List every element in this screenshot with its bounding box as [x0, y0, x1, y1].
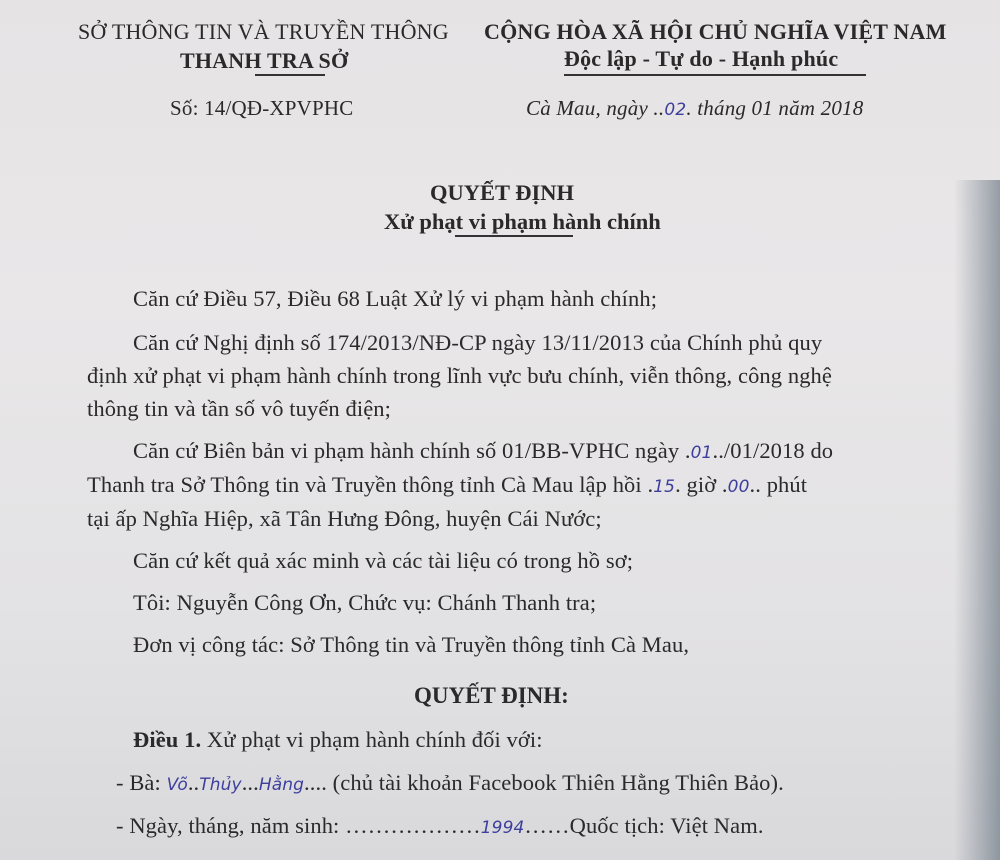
p3-day-handwritten: 01 — [690, 443, 713, 463]
decision-heading: QUYẾT ĐỊNH: — [414, 683, 569, 708]
article-1-label: Điều 1. — [133, 727, 202, 752]
violator-name-part-3-handwritten: Hằng — [258, 775, 305, 795]
basis-paragraph-3-line-2 — [87, 472, 807, 498]
country-name: CỘNG HÒA XÃ HỘI CHỦ NGHĨA VIỆT NAM — [484, 19, 947, 44]
basis-paragraph-4: Căn cứ kết quả xác minh và các tài liệu có trong hồ sơ; — [133, 548, 634, 573]
p3-line-2-mid: . giờ . — [675, 472, 728, 497]
basis-paragraph-3-line-1 — [133, 438, 833, 464]
article-1-text: Xử phạt vi phạm hành chính đối với: — [201, 727, 543, 752]
violator-name-part-1-handwritten: Võ — [166, 775, 188, 795]
issue-date — [526, 96, 863, 121]
issue-date-day-handwritten: 02 — [664, 100, 687, 120]
basis-paragraph-2-line-3: thông tin và tần số vô tuyến điện; — [87, 396, 391, 421]
subtitle-underline — [455, 235, 573, 237]
violator-prefix: - Bà: — [116, 770, 167, 795]
issue-date-suffix: . tháng 01 năm 2018 — [686, 96, 864, 120]
document-subtitle: Xử phạt vi phạm hành chính — [384, 209, 661, 234]
national-motto: Độc lập - Tự do - Hạnh phúc — [564, 46, 839, 71]
p3-line-1-start: Căn cứ Biên bản vi phạm hành chính số 01/BB-VPHC ngày . — [133, 438, 691, 463]
p3-hour-handwritten: 15 — [653, 477, 676, 497]
violator-suffix: .... (chủ tài khoản Facebook Thiên Hằng Thiên Bảo). — [304, 770, 784, 795]
work-unit-line: Đơn vị công tác: Sở Thông tin và Truyền thông tỉnh Cà Mau, — [133, 632, 690, 657]
article-1-line — [133, 727, 543, 753]
p3-minute-handwritten: 00 — [727, 477, 750, 497]
dob-prefix: - Ngày, tháng, năm sinh: ……………… — [116, 813, 481, 838]
page-edge-shadow — [954, 180, 1000, 860]
violator-dots-1: .. — [187, 770, 200, 795]
p3-line-1-end: ../01/2018 do — [712, 438, 834, 463]
violator-dots-2: ... — [241, 770, 259, 795]
motto-underline — [564, 74, 866, 76]
p3-line-2-end: .. phút — [749, 472, 808, 497]
basis-paragraph-3-line-3: tại ấp Nghĩa Hiệp, xã Tân Hưng Đông, huyện Cái Nước; — [87, 506, 602, 531]
violator-name-part-2-handwritten: Thủy — [199, 775, 242, 795]
department-name: THANH TRA SỞ — [180, 48, 349, 73]
date-of-birth-line — [116, 813, 764, 839]
document-number: Số: 14/QĐ-XPVPHC — [170, 96, 354, 120]
dob-suffix: ……Quốc tịch: Việt Nam. — [524, 813, 764, 838]
p3-line-2-start: Thanh tra Sở Thông tin và Truyền thông tỉnh Cà Mau lập hồi . — [87, 472, 654, 497]
basis-paragraph-2-line-1: Căn cứ Nghị định số 174/2013/NĐ-CP ngày 13/11/2013 của Chính phủ quy — [133, 330, 823, 355]
document-title: QUYẾT ĐỊNH — [430, 180, 574, 205]
dob-year-handwritten: 1994 — [480, 818, 525, 838]
basis-paragraph-2-line-2: định xử phạt vi phạm hành chính trong lĩnh vực bưu chính, viễn thông, công nghệ — [87, 363, 832, 388]
department-underline — [255, 74, 325, 76]
basis-paragraph-1: Căn cứ Điều 57, Điều 68 Luật Xử lý vi phạm hành chính; — [133, 286, 658, 311]
agency-name: SỞ THÔNG TIN VÀ TRUYỀN THÔNG — [78, 19, 449, 44]
issue-date-prefix: Cà Mau, ngày .. — [526, 96, 665, 120]
official-name-line: Tôi: Nguyễn Công Ơn, Chức vụ: Chánh Thanh tra; — [133, 590, 597, 615]
violator-name-line — [116, 770, 784, 796]
